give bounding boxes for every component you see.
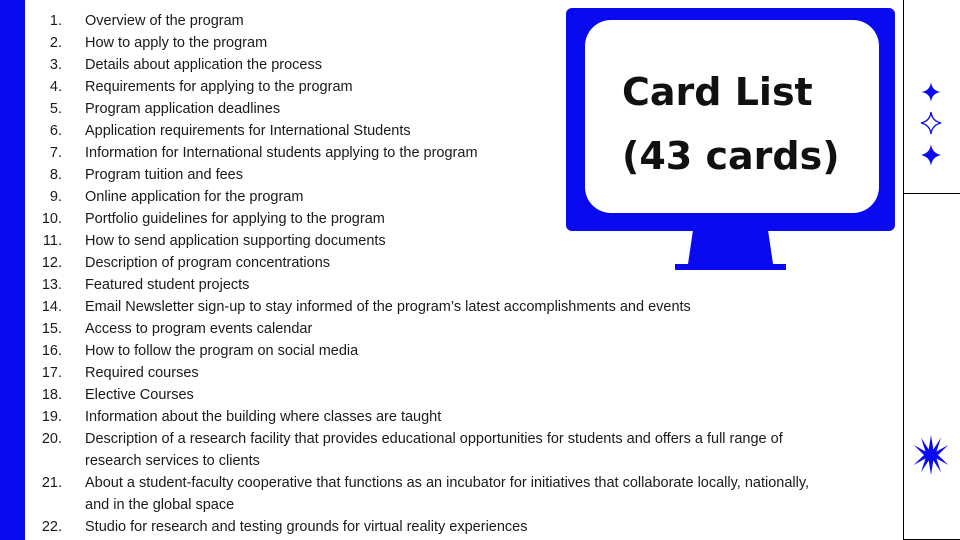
list-item (30, 516, 830, 538)
item-text: Studio for research and testing grounds for virtual reality experiences (85, 519, 528, 535)
item-number: 16. (41, 343, 62, 359)
item-text: Required courses (85, 365, 199, 381)
page-title (622, 60, 872, 188)
item-text: Requirements for applying to the program (85, 79, 353, 95)
item-number: 20. (41, 431, 62, 447)
item-number: 11. (42, 233, 62, 249)
title-line-2: (43 cards) (622, 134, 840, 178)
list-item (30, 318, 830, 340)
item-number: 12. (41, 255, 62, 271)
list-item (30, 406, 830, 428)
item-text: Access to program events calendar (85, 321, 313, 337)
item-number: 17. (41, 365, 62, 381)
list-item (30, 340, 830, 362)
list-item (30, 384, 830, 406)
item-number: 9. (49, 189, 62, 205)
item-text: About a student-faculty cooperative that functions as an incubator for initiatives that collaborate locally, nationally, and in the global space (85, 475, 810, 513)
item-text: Online application for the program (85, 189, 304, 205)
item-number: 15. (41, 321, 62, 337)
sparkle-icon (917, 80, 945, 168)
item-text: Overview of the program (85, 13, 244, 29)
starburst-icon (911, 435, 951, 475)
list-item (30, 362, 830, 384)
item-number: 21. (41, 475, 62, 491)
item-number: 13. (41, 277, 62, 293)
item-number: 5. (49, 101, 62, 117)
list-item (30, 296, 830, 318)
item-number: 22. (41, 519, 62, 535)
item-text: How to follow the program on social media (85, 343, 359, 359)
list-item (30, 274, 830, 296)
title-line-1: Card List (622, 70, 813, 114)
item-number: 2. (49, 35, 62, 51)
item-number: 7. (49, 145, 62, 161)
item-number: 8. (49, 167, 62, 183)
item-number: 10. (41, 211, 62, 227)
item-number: 18. (41, 387, 62, 403)
left-accent-bar (0, 0, 25, 540)
item-number: 1. (49, 13, 62, 29)
item-text: Application requirements for International Students (85, 123, 411, 139)
item-number: 14. (41, 299, 62, 315)
item-text: Description of program concentrations (85, 255, 331, 271)
item-text: Featured student projects (85, 277, 250, 293)
item-text: Description of a research facility that provides educational opportunities for students and offers a full range of research services to clients (85, 431, 783, 469)
item-text: Information for International students applying to the program (85, 145, 478, 161)
item-text: How to apply to the program (85, 35, 268, 51)
item-text: How to send application supporting documents (85, 233, 386, 249)
right-panel-bottom (903, 194, 960, 540)
item-number: 4. (49, 79, 62, 95)
item-text: Program tuition and fees (85, 167, 243, 183)
item-text: Program application deadlines (85, 101, 281, 117)
item-text: Email Newsletter sign-up to stay informed of the program’s latest accomplishments and events (85, 299, 691, 315)
item-text: Elective Courses (85, 387, 194, 403)
item-number: 3. (49, 57, 62, 73)
item-text: Details about application the process (85, 57, 322, 73)
monitor-stand (675, 230, 786, 270)
list-item (30, 428, 830, 472)
list-item (30, 472, 830, 516)
item-number: 6. (49, 123, 62, 139)
item-number: 19. (41, 409, 62, 425)
item-text: Information about the building where classes are taught (85, 409, 442, 425)
item-text: Portfolio guidelines for applying to the program (85, 211, 385, 227)
